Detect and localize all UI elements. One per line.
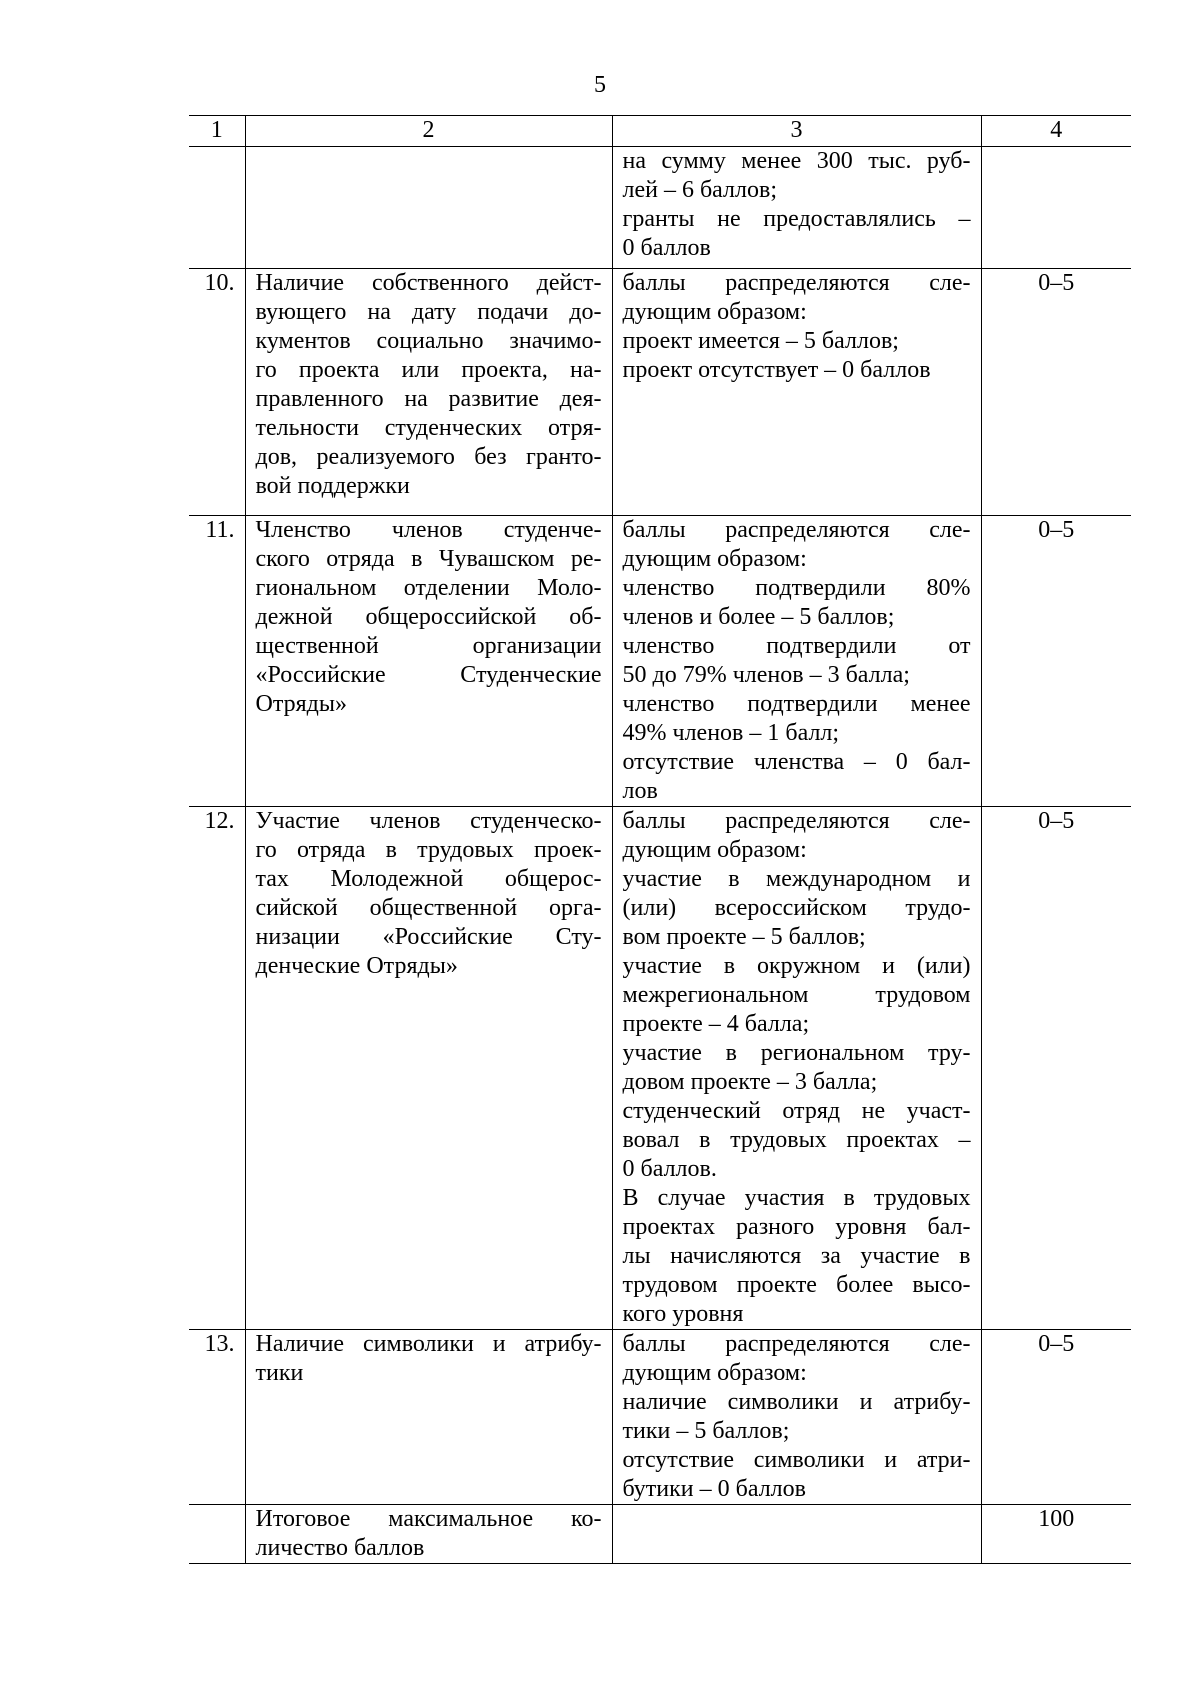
- row-number: 11.: [189, 516, 245, 807]
- description-cell-line: тики – 5 баллов;: [622, 1418, 790, 1444]
- table-row: [189, 269, 1131, 516]
- description-cell-line: наличие символики и атрибу-: [622, 1389, 971, 1415]
- description-cell-line: межрегиональном трудовом: [622, 982, 971, 1008]
- description-cell: [612, 1330, 981, 1505]
- description-cell-line: участие в окружном и (или): [622, 953, 971, 979]
- score-cell: 0–5: [981, 1330, 1131, 1505]
- description-cell: [612, 516, 981, 807]
- description-cell: [612, 1505, 981, 1564]
- criterion-cell-line: го отряда в трудовых проек-: [255, 837, 602, 863]
- criterion-cell-line: Наличие собственного дейст-: [255, 270, 602, 296]
- table-row: [189, 516, 1131, 807]
- description-cell-line: дующим образом:: [622, 837, 807, 863]
- description-cell-line: трудовом проекте более высо-: [622, 1272, 971, 1298]
- table-row: [189, 1505, 1131, 1564]
- criterion-cell-line: «Российские Студенческие: [255, 662, 602, 688]
- criterion-cell: [245, 269, 612, 516]
- table-row: [189, 1330, 1131, 1505]
- description-cell-line: членство подтвердили 80%: [622, 575, 971, 601]
- criterion-cell-line: ского отряда в Чувашском ре-: [255, 546, 602, 572]
- criterion-cell-line: Участие членов студенческо-: [255, 808, 602, 834]
- criteria-table: [189, 115, 1131, 1564]
- description-cell-line: членство подтвердили от: [622, 633, 971, 659]
- criterion-cell-line: правленного на развитие дея-: [255, 386, 602, 412]
- criterion-cell-line: денческие Отряды»: [255, 953, 458, 979]
- description-cell-line: бутики – 0 баллов: [622, 1476, 806, 1502]
- column-header: 4: [981, 116, 1131, 147]
- score-cell: 100: [981, 1505, 1131, 1564]
- column-header: 2: [245, 116, 612, 147]
- criterion-cell-line: тики: [255, 1360, 304, 1386]
- criterion-cell: [245, 1505, 612, 1564]
- criterion-cell-line: гиональном отделении Моло-: [255, 575, 602, 601]
- description-cell-line: 49% членов – 1 балл;: [622, 720, 840, 746]
- column-header: 1: [189, 116, 245, 147]
- description-cell-line: проекте – 4 балла;: [622, 1011, 810, 1037]
- description-cell-line: участие в региональном тру-: [622, 1040, 971, 1066]
- description-cell-line: баллы распределяются сле-: [622, 808, 971, 834]
- table-header-row: [189, 116, 1131, 147]
- column-header: 3: [612, 116, 981, 147]
- row-number: 12.: [189, 807, 245, 1330]
- description-cell-line: вом проекте – 5 баллов;: [622, 924, 866, 950]
- description-cell-line: 0 баллов.: [622, 1156, 717, 1182]
- description-cell-line: лы начисляются за участие в: [622, 1243, 971, 1269]
- table-row: [189, 807, 1131, 1330]
- description-cell-line: баллы распределяются сле-: [622, 517, 971, 543]
- description-cell-line: В случае участия в трудовых: [622, 1185, 971, 1211]
- score-cell: [981, 147, 1131, 269]
- criterion-cell-line: дов, реализуемого без гранто-: [255, 444, 602, 470]
- criterion-cell-line: Итоговое максимальное ко-: [255, 1506, 602, 1532]
- description-cell-line: отсутствие символики и атри-: [622, 1447, 971, 1473]
- description-cell-line: членство подтвердили менее: [622, 691, 971, 717]
- description-cell-line: баллы распределяются сле-: [622, 270, 971, 296]
- criterion-cell: [245, 516, 612, 807]
- description-cell-line: проект отсутствует – 0 баллов: [622, 357, 931, 383]
- criterion-cell-line: тельности студенческих отря-: [255, 415, 602, 441]
- criterion-cell-line: щественной организации: [255, 633, 602, 659]
- description-cell-line: 50 до 79% членов – 3 балла;: [622, 662, 910, 688]
- criterion-cell: [245, 1330, 612, 1505]
- criterion-cell-line: го проекта или проекта, на-: [255, 357, 602, 383]
- description-cell-line: лов: [622, 778, 658, 804]
- description-cell-line: дующим образом:: [622, 546, 807, 572]
- criterion-cell: [245, 807, 612, 1330]
- row-number: 10.: [189, 269, 245, 516]
- description-cell-line: баллы распределяются сле-: [622, 1331, 971, 1357]
- description-cell-line: (или) всероссийском трудо-: [622, 895, 971, 921]
- score-cell: 0–5: [981, 807, 1131, 1330]
- description-cell-line: отсутствие членства – 0 бал-: [622, 749, 971, 775]
- score-cell: 0–5: [981, 516, 1131, 807]
- criterion-cell-line: Наличие символики и атрибу-: [255, 1331, 602, 1357]
- page-number: 5: [594, 72, 606, 98]
- row-number: [189, 147, 245, 269]
- criterion-cell-line: дежной общероссийской об-: [255, 604, 602, 630]
- description-cell-line: участие в международном и: [622, 866, 971, 892]
- description-cell-line: дующим образом:: [622, 299, 807, 325]
- criterion-cell-line: вующего на дату подачи до-: [255, 299, 602, 325]
- description-cell-line: проектах разного уровня бал-: [622, 1214, 971, 1240]
- description-cell: [612, 147, 981, 269]
- criterion-cell-line: Членство членов студенче-: [255, 517, 602, 543]
- score-cell: 0–5: [981, 269, 1131, 516]
- description-cell-line: членов и более – 5 баллов;: [622, 604, 895, 630]
- description-cell-line: 0 баллов: [622, 235, 711, 261]
- criterion-cell-line: кументов социально значимо-: [255, 328, 602, 354]
- criterion-cell-line: Отряды»: [255, 691, 347, 717]
- table-row: [189, 147, 1131, 269]
- description-cell-line: довом проекте – 3 балла;: [622, 1069, 878, 1095]
- criterion-cell: [245, 147, 612, 269]
- description-cell-line: вовал в трудовых проектах –: [622, 1127, 971, 1153]
- criterion-cell-line: личество баллов: [255, 1535, 425, 1561]
- criterion-cell-line: вой поддержки: [255, 473, 410, 499]
- description-cell-line: дующим образом:: [622, 1360, 807, 1386]
- row-number: 13.: [189, 1330, 245, 1505]
- description-cell-line: на сумму менее 300 тыс. руб-: [622, 148, 971, 174]
- description-cell-line: гранты не предоставлялись –: [622, 206, 971, 232]
- description-cell: [612, 269, 981, 516]
- row-number: [189, 1505, 245, 1564]
- description-cell-line: кого уровня: [622, 1301, 744, 1327]
- criterion-cell-line: низации «Российские Сту-: [255, 924, 602, 950]
- description-cell-line: проект имеется – 5 баллов;: [622, 328, 899, 354]
- criterion-cell-line: сийской общественной орга-: [255, 895, 602, 921]
- description-cell: [612, 807, 981, 1330]
- description-cell-line: студенческий отряд не участ-: [622, 1098, 971, 1124]
- criterion-cell-line: тах Молодежной общерос-: [255, 866, 602, 892]
- description-cell-line: лей – 6 баллов;: [622, 177, 777, 203]
